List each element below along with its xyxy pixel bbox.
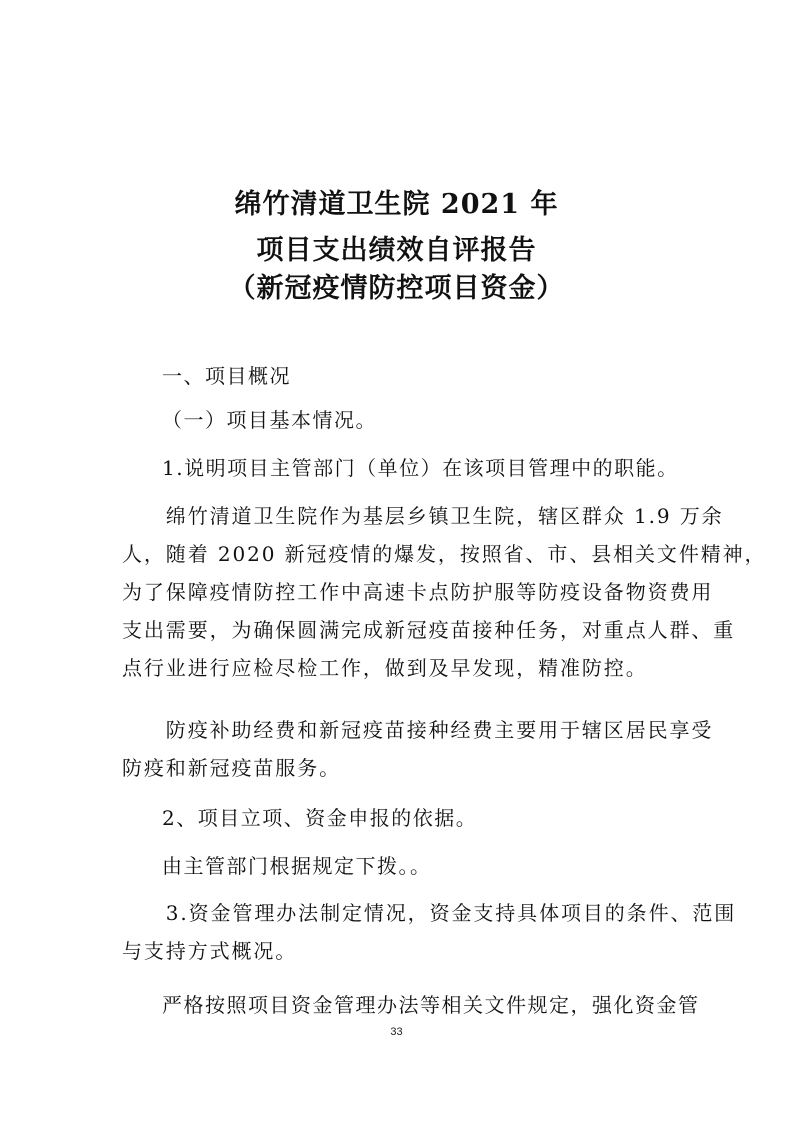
item-3-line: 与支持方式概况。 bbox=[122, 939, 298, 963]
paragraph-2-line: 防疫和新冠疫苗服务。 bbox=[122, 756, 341, 780]
item-1-heading: 1.说明项目主管部门（单位）在该项目管理中的职能。 bbox=[162, 456, 679, 480]
paragraph-4: 严格按照项目资金管理办法等相关文件规定，强化资金管 bbox=[162, 993, 700, 1017]
paragraph-1-line: 点行业进行应检尽检工作，做到及早发现，精准防控。 bbox=[122, 656, 648, 680]
item-3-line: 3.资金管理办法制定情况，资金支持具体项目的条件、范围 bbox=[122, 901, 737, 925]
title-line-1: 绵竹清道卫生院 2021 年 bbox=[234, 189, 559, 220]
paragraph-1-line: 绵竹清道卫生院作为基层乡镇卫生院，辖区群众 1.9 万余 bbox=[122, 504, 724, 528]
section-heading-1: 一、项目概况 bbox=[162, 364, 291, 388]
title-line-2: 项目支出绩效自评报告 bbox=[256, 235, 537, 266]
section-heading-2: （一）项目基本情况。 bbox=[162, 408, 377, 432]
paragraph-1-line: 为了保障疫情防控工作中高速卡点防护服等防疫设备物资费用 bbox=[122, 580, 714, 604]
paragraph-1-line: 人，随着 2020 新冠疫情的爆发，按照省、市、县相关文件精神， bbox=[122, 542, 767, 566]
paragraph-3: 由主管部门根据规定下拨。。 bbox=[162, 854, 432, 878]
page-number: 33 bbox=[390, 1026, 403, 1038]
paragraph-1 bbox=[122, 497, 767, 687]
paragraph-1-line: 支出需要，为确保圆满完成新冠疫苗接种任务，对重点人群、重 bbox=[122, 618, 736, 642]
paragraph-2-line: 防疫补助经费和新冠疫苗接种经费主要用于辖区居民享受 bbox=[122, 718, 714, 742]
title-line-3: （新冠疫情防控项目资金） bbox=[228, 273, 565, 304]
paragraph-2 bbox=[122, 711, 714, 787]
item-3-heading bbox=[122, 894, 737, 970]
item-2-heading: 2、项目立项、资金申报的依据。 bbox=[162, 806, 478, 830]
